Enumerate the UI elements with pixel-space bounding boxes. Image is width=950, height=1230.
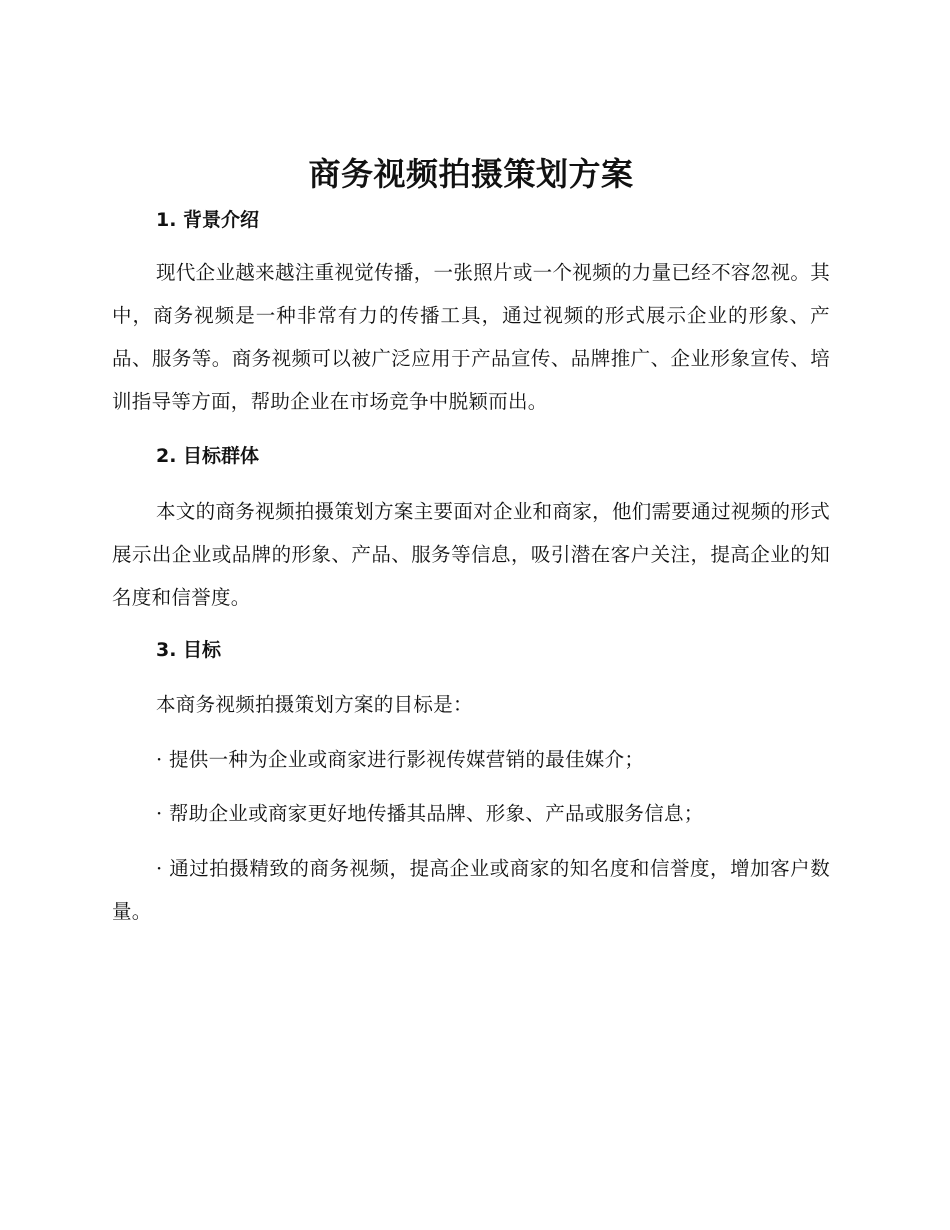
document-title: 商务视频拍摄策划方案 [308,155,634,193]
goal-bullet-3: · 通过拍摄精致的商务视频，提高企业或商家的知名度和信誉度，增加客户数量。 [112,857,830,923]
section-heading-background: 1. 背景介绍 [156,209,260,231]
section-heading-target-audience: 2. 目标群体 [156,445,260,467]
document-page [112,0,830,1230]
goals-intro: 本商务视频拍摄策划方案的目标是： [156,693,473,716]
section-paragraph-target-audience: 本文的商务视频拍摄策划方案主要面对企业和商家，他们需要通过视频的形式展示出企业或品牌的形象、产品、服务等信息，吸引潜在客户关注，提高企业的知名度和信誉度。 [112,500,830,609]
goal-bullet-1: · 提供一种为企业或商家进行影视传媒营销的最佳媒介； [156,748,645,771]
section-paragraph-background: 现代企业越来越注重视觉传播，一张照片或一个视频的力量已经不容忽视。其中，商务视频是一种非常有力的传播工具，通过视频的形式展示企业的形象、产品、服务等。商务视频可以被广泛应用于产品宣传、品牌推广、企业形象宣传、培训指导等方面，帮助企业在市场竞争中脱颖而出。 [112,261,830,413]
goal-bullet-2: · 帮助企业或商家更好地传播其品牌、形象、产品或服务信息； [156,802,704,825]
section-heading-goals: 3. 目标 [156,639,222,661]
